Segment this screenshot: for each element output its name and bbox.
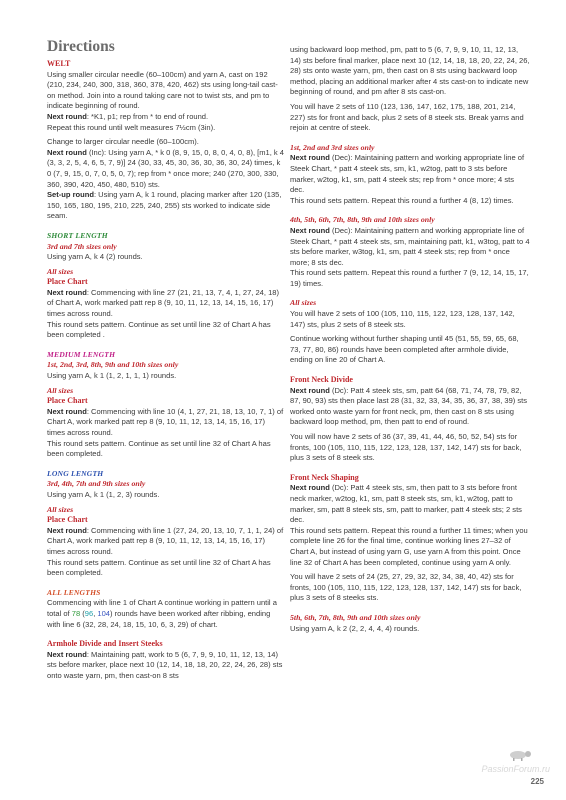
short-place-chart: Place Chart [47, 277, 88, 287]
label: Next round [290, 385, 330, 395]
label: Next round [47, 649, 87, 659]
sizes-4-10-sub: 4th, 5th, 6th, 7th, 8th, 9th and 10th sizes only [290, 215, 435, 225]
text: : Commencing with line 1 (27, 24, 20, 13, 10, 7, 1, 1, 24) of Chart A, work marked patt rep 8 (9, 10, 11, 12, 13, 14, 15, 16, 17) times across round. [47, 525, 284, 556]
text: : Using yarn A, k 1 round, placing marker after 120 (135, 150, 165, 180, 195, 210, 225, 240, 255) sts worked to indicate side seam. [47, 190, 282, 221]
label: Next round [47, 111, 87, 121]
last-text: Using yarn A, k 2 (2, 2, 4, 4, 4) rounds. [290, 623, 420, 633]
medium-text: Using yarn A, k 1 (1, 2, 1, 1, 1) rounds. [47, 371, 177, 381]
medium-sets: This round sets pattern. Continue as set until line 32 of Chart A has been completed. [47, 438, 271, 459]
page-number: 225 [530, 777, 544, 786]
sizes-5-10-sub: 5th, 6th, 7th, 8th, 9th and 10th sizes only [290, 612, 421, 622]
sheep-logo-icon [504, 748, 538, 762]
setup-round [47, 190, 285, 222]
label: Next round [47, 147, 87, 157]
front-neck-divide-heading: Front Neck Divide [290, 375, 353, 385]
label: Next round [47, 406, 87, 416]
dec2-sets: This round sets pattern. Repeat this round a further 7 (9, 12, 14, 15, 17, 19) times. [290, 268, 529, 288]
fnd-next-round [290, 386, 530, 428]
long-sizes-sub: 3rd, 4th, 7th and 9th sizes only [47, 479, 146, 489]
medium-all-sizes: All sizes [47, 385, 74, 395]
fns-next-round [290, 483, 530, 525]
rounds-short: 78 [71, 608, 81, 618]
short-length-heading: SHORT LENGTH [47, 230, 108, 240]
medium-next-round [47, 407, 285, 439]
armhole-continued: using backward loop method, pm, patt to 5 (6, 7, 9, 9, 10, 11, 12, 13, 14) sts before final marker, place next 10 (12, 14, 18, 18, 20, 22, 24, 26, 28) sts onto waste yarn, pm, then cast on 8 sts using backward loop method, placing an additional marker after 4 sts cast-on to indicate new beginning of round, and pm after 8 sts cast-on. [290, 45, 530, 97]
short-sets: This round sets pattern. Continue as set until line 32 of Chart A has been completed . [47, 319, 271, 340]
all-sizes-p2: Continue working without further shaping until 45 (51, 55, 59, 65, 68, 73, 77, 80, 86) rounds have been completed after armhole divide, ending on line 20 of Chart A. [290, 334, 519, 365]
short-all-sizes: All sizes [47, 266, 74, 276]
all-lengths-heading: ALL LENGTHS [47, 587, 101, 597]
dec2-next-round [290, 226, 530, 268]
long-sets: This round sets pattern. Continue as set until line 32 of Chart A has been completed. [47, 557, 271, 578]
dec1-sets: This round sets pattern. Repeat this round a further 4 (8, 12) times. [290, 195, 514, 205]
text: (Inc): Using yarn A, * k 0 (8, 9, 15, 0, 8, 0, 4, 0, 8), [m1, k 4 (3, 3, 2, 5, 4, 6, 5, 7, 9)] 24 (30, 33, 45, 30, 36, 30, 36, 30, 24) times, k 0 (7, 9, 15, 0, 7, 0, 5, 0, 7); rep from * once more; 240 (270, 300, 330, 360, 390, 420, 450, 480, 510) sts. [47, 147, 284, 189]
fns-sets: This round sets pattern. Repeat this round a further 11 times; when you complete line 26 for the final time, continue working lines 27–32 of Chart A, but instead of using yarn G, use yarn A from this point. Once line 32 of Chart A has been completed, continue using yarn A only. [290, 525, 528, 567]
medium-place-chart: Place Chart [47, 396, 88, 406]
long-length-heading: LONG LENGTH [47, 468, 104, 478]
text: : Commencing with line 27 (21, 21, 13, 7, 4, 1, 27, 24, 18) of Chart A, work marked patt rep 8 (9, 10, 11, 12, 13, 14, 15, 16, 17) times across round. [47, 287, 279, 319]
rounds-long: 104 [97, 608, 110, 618]
label: Next round [290, 225, 330, 235]
text: (Dec): Maintaining pattern and working appropriate line of Steek Chart, * patt 4 steek sts, sm, k1, w2tog, patt to 3 sts before marker, w2tog, k1, sm, patt 4 steek sts; rep from * once more; 4 sts dec. [290, 153, 525, 195]
text: (Dc): Patt 4 steek sts, sm, then patt to 3 sts before front neck marker, w2tog, k1, sm, patt 8 steek sts, sm, k1, w2tog, patt to marker, sm, patt 8 steek sts, sm, patt to marker, patt 4 steek sts; 2 sts dec. [290, 483, 522, 525]
all-lengths-text [47, 598, 285, 630]
short-next-round [47, 288, 285, 320]
medium-length-heading: MEDIUM LENGTH [47, 349, 116, 359]
label: Next round [290, 483, 330, 493]
sets-paragraph: You will have 2 sets of 110 (123, 136, 147, 162, 175, 188, 201, 214, 227) sts for front and back, plus 2 sets of 8 steek sts. Break yarns and rejoin at centre of steek. [290, 101, 524, 133]
label: Next round [47, 287, 87, 297]
long-next-round [47, 526, 285, 558]
short-sizes-sub: 3rd and 7th sizes only [47, 241, 117, 251]
page-title: Directions [47, 38, 115, 55]
text-a: Commencing with line 1 of Chart A continue working in pattern until a total of [47, 598, 277, 618]
label: Next round [290, 153, 330, 163]
long-all-sizes: All sizes [47, 504, 74, 514]
all-sizes-sub: All sizes [290, 298, 317, 308]
text: : *K1, p1; rep from * to end of round. [86, 111, 209, 121]
welt-repeat: Repeat this round until welt measures 7½cm (3in). [47, 122, 216, 132]
text: (Dec): Maintaining pattern and working appropriate line of Steek Chart, * patt 4 steek sts, sm, maintaining patt, k1, w3tog, patt to 4 sts before marker, w3tog, k1, sm, patt 4 steek sts; rep from * once more; 8 sts dec. [290, 225, 530, 267]
sizes-1-3-sub: 1st, 2nd and 3rd sizes only [290, 142, 375, 152]
long-text: Using yarn A, k 1 (1, 2, 3) rounds. [47, 489, 160, 499]
all-sizes-p1: You will have 2 sets of 100 (105, 110, 115, 122, 123, 128, 137, 142, 147) sts, plus 2 sets of 8 steek sts. [290, 309, 515, 329]
armhole-next-round [47, 650, 285, 682]
text: : Commencing with line 10 (4, 1, 27, 21, 18, 13, 10, 7, 1) of Chart A, work marked patt rep 8 (9, 10, 11, 12, 13, 14, 15, 16, 17) times across round. [47, 406, 284, 437]
left-column [47, 59, 285, 681]
text: : Maintaining patt, work to 5 (6, 7, 9, 9, 10, 11, 12, 13, 14) sts before marker, place next 10 (12, 14, 18, 18, 20, 22, 24, 26, 28) sts onto waste yarn, pm, then cast-on 8 sts [47, 649, 283, 680]
comma: , [93, 608, 98, 618]
label: Next round [47, 525, 87, 535]
inc-round [47, 148, 285, 190]
change-needle: Change to larger circular needle (60–100cm). [47, 137, 199, 147]
label: Set-up round [47, 190, 94, 200]
fnd-p2: You will now have 2 sets of 36 (37, 39, 41, 44, 46, 50, 52, 54) sts for fronts, 100 (105, 110, 115, 122, 123, 128, 137, 142, 147) sts for back, plus 3 sets of 8 steek sts. [290, 432, 522, 463]
medium-sizes-sub: 1st, 2nd, 3rd, 8th, 9th and 10th sizes only [47, 360, 179, 370]
watermark: PassionForum.ru [481, 764, 550, 774]
welt-heading: WELT [47, 59, 71, 68]
long-place-chart: Place Chart [47, 515, 88, 525]
welt-next-round [47, 112, 285, 123]
welt-paragraph: Using smaller circular needle (60–100cm) and yarn A, cast on 192 (210, 234, 240, 300, 318, 360, 378, 420, 462) sts using long-tail cast-on method. Join into a round taking care not to twist sts, and pm to indicate beginning of round. [47, 69, 278, 111]
right-column [290, 45, 530, 634]
armhole-heading: Armhole Divide and Insert Steeks [47, 639, 163, 649]
short-text: Using yarn A, k 4 (2) rounds. [47, 252, 143, 262]
text-b: ) rounds have been worked after ribbing, ending with line 6 (32, 28, 24, 18, 15, 10, 6, 3, 29) of chart. [47, 608, 271, 629]
dec1-next-round [290, 153, 530, 195]
text: (Dc): Patt 4 steek sts, sm, patt 64 (68, 71, 74, 78, 79, 82, 87, 90, 93) sts then place last 28 (31, 32, 33, 34, 35, 36, 37, 38, 39) sts worked onto waste yarn for front neck, pm, then cast on 8 sts using backward loop method, pm, then patt to end of round. [290, 385, 528, 427]
open-paren: ( [80, 608, 85, 618]
front-neck-shaping-heading: Front Neck Shaping [290, 472, 359, 482]
fns-p2: You will have 2 sets of 24 (25, 27, 29, 32, 32, 34, 38, 40, 42) sts for fronts, 100 (105, 110, 115, 122, 123, 128, 137, 142, 147) sts for back, plus 3 sets of 8 steeks sts. [290, 572, 522, 603]
rounds-medium: 96 [84, 608, 94, 618]
